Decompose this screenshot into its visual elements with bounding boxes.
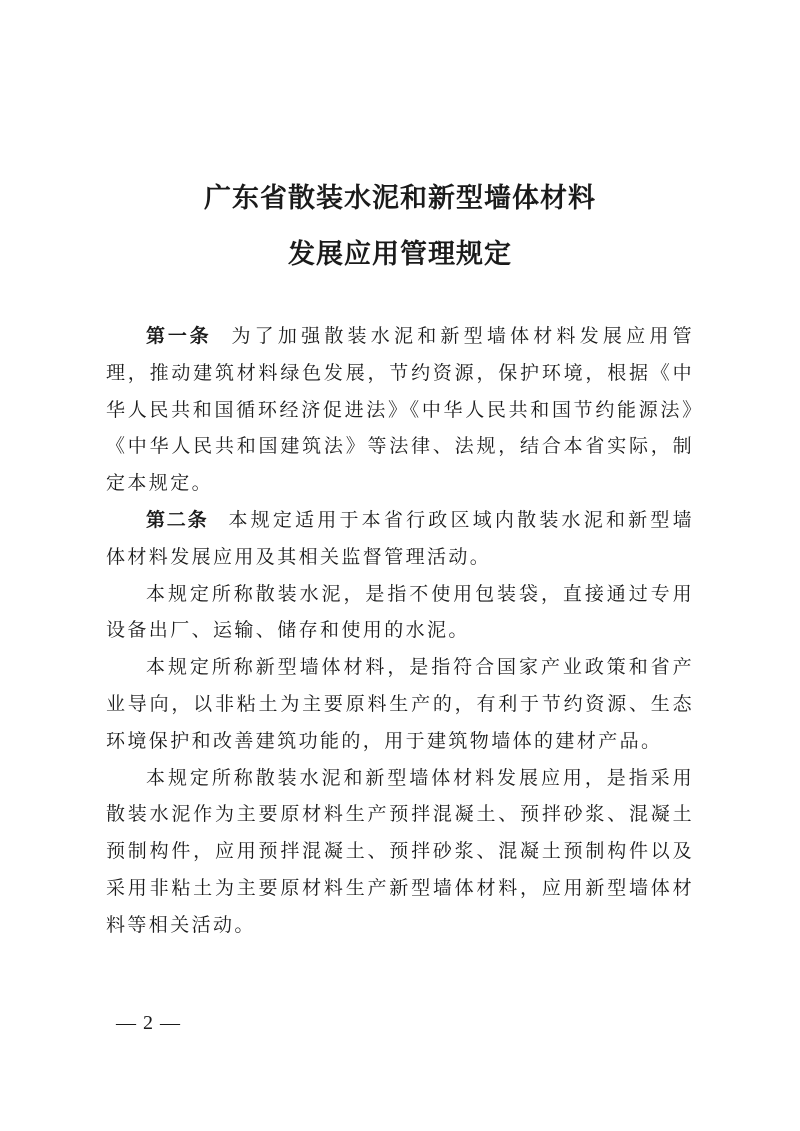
paragraph-text: 本规定所称散装水泥和新型墙体材料发展应用，是指采用散装水泥作为主要原材料生产预拌混凝土、预拌砂浆、混凝土预制构件，应用预拌混凝土、预拌砂浆、混凝土预制构件以及采用非粘土为主要原材料生产新型墙体材料，应用新型墙体材料等相关活动。 <box>106 766 694 936</box>
paragraph-text: 为了加强散装水泥和新型墙体材料发展应用管理，推动建筑材料绿色发展，节约资源，保护环境，根据《中华人民共和国循环经济促进法》《中华人民共和国节约能源法》《中华人民共和国建筑法》等法律、法规，结合本省实际，制定本规定。 <box>106 325 694 495</box>
article-2-paragraph <box>106 502 694 576</box>
bulk-cement-definition-paragraph <box>106 576 694 650</box>
article-label: 第一条 <box>146 325 212 347</box>
article-label: 第二条 <box>146 508 209 531</box>
wall-material-definition-paragraph <box>106 649 694 759</box>
page-number: — 2 — <box>116 1012 181 1034</box>
document-body <box>106 318 694 944</box>
paragraph-text: 本规定所称新型墙体材料，是指符合国家产业政策和省产业导向，以非粘土为主要原料生产的，有利于节约资源、生态环境保护和改善建筑功能的，用于建筑物墙体的建材产品。 <box>106 656 694 752</box>
paragraph-text: 本规定适用于本省行政区域内散装水泥和新型墙体材料发展应用及其相关监督管理活动。 <box>106 508 694 568</box>
article-1-paragraph <box>106 318 694 502</box>
paragraph-text: 本规定所称散装水泥，是指不使用包装袋，直接通过专用设备出厂、运输、储存和使用的水泥。 <box>106 582 694 642</box>
document-title-line-2: 发展应用管理规定 <box>288 239 512 270</box>
document-title-line-1: 广东省散装水泥和新型墙体材料 <box>204 183 596 214</box>
development-application-definition-paragraph <box>106 760 694 944</box>
